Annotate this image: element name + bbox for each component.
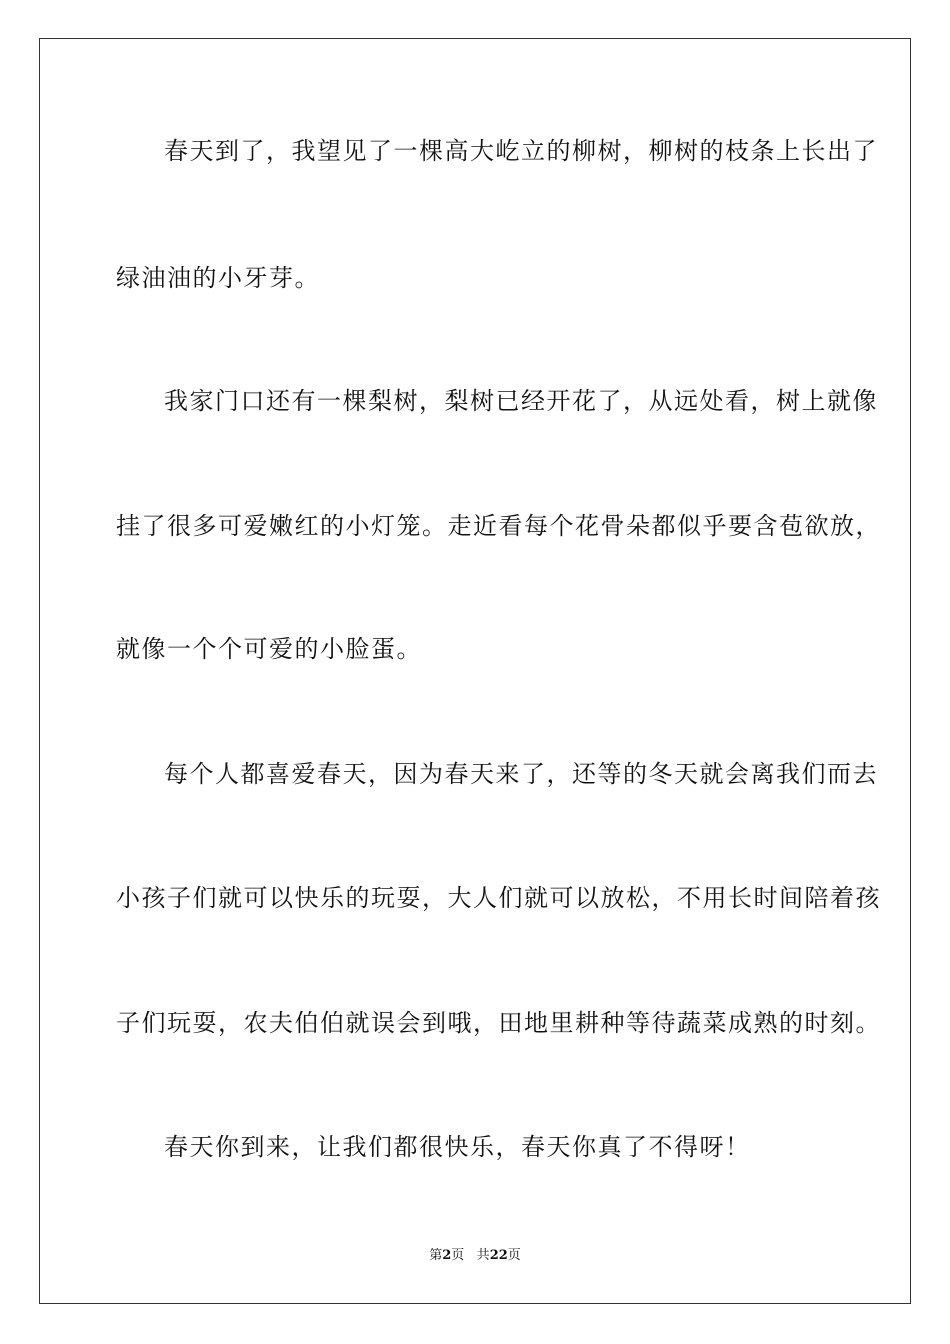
page-footer xyxy=(0,1247,950,1265)
paragraph-1-line-2: 绿油油的小牙芽。 xyxy=(116,264,320,292)
footer-page-suffix: 页 xyxy=(451,1248,465,1263)
footer-total-pages: 22 xyxy=(489,1248,508,1263)
footer-total-suffix: 页 xyxy=(507,1248,521,1263)
paragraph-2-line-3: 就像一个个可爱的小脸蛋。 xyxy=(116,635,422,663)
paragraph-3-line-3: 子们玩耍，农夫伯伯就误会到哦，田地里耕种等待蔬菜成熟的时刻。 xyxy=(116,1009,881,1037)
paragraph-1-line-1: 春天到了，我望见了一棵高大屹立的柳树，柳树的枝条上长出了 xyxy=(164,137,878,165)
page-border xyxy=(39,38,911,1304)
footer-page-number: 2 xyxy=(442,1248,452,1263)
footer-page-prefix: 第 xyxy=(429,1248,443,1263)
paragraph-2-line-2: 挂了很多可爱嫩红的小灯笼。走近看每个花骨朵都似乎要含苞欲放， xyxy=(116,512,881,540)
paragraph-2-line-1: 我家门口还有一棵梨树，梨树已经开花了，从远处看，树上就像 xyxy=(164,387,878,415)
paragraph-3-line-2: 小孩子们就可以快乐的玩耍，大人们就可以放松，不用长时间陪着孩 xyxy=(116,884,881,912)
paragraph-4-line-1: 春天你到来，让我们都很快乐，春天你真了不得呀！ xyxy=(164,1133,751,1161)
paragraph-3-line-1: 每个人都喜爱春天，因为春天来了，还等的冬天就会离我们而去 xyxy=(164,760,878,788)
footer-total-prefix: 共 xyxy=(476,1248,490,1263)
